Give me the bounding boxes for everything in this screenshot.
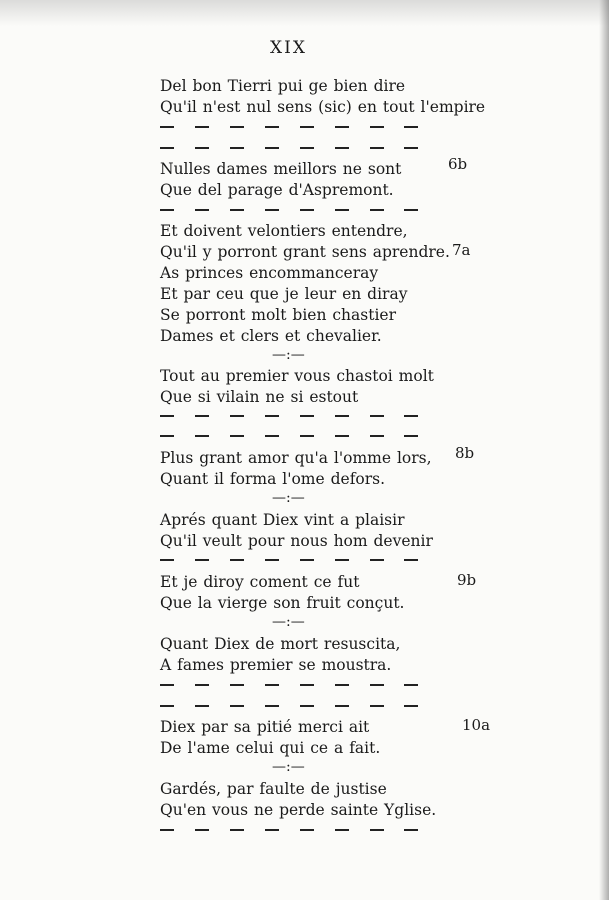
- verse-line: A fames premier se moustra.: [160, 656, 392, 674]
- verse-line: Del bon Tierri pui ge bien dire: [160, 77, 406, 95]
- margin-ref: 10a: [462, 716, 491, 734]
- omission-dashes: [160, 555, 418, 565]
- verse-line: Que la vierge son fruit conçut.: [160, 594, 405, 612]
- verse-line: Qu'en vous ne perde sainte Yglise.: [160, 801, 437, 819]
- verse-line: Gardés, par faulte de justise: [160, 780, 387, 798]
- verse-line: Et par ceu que je leur en diray: [160, 285, 408, 303]
- verse-line: Qu'il n'est nul sens (sic) en tout l'empire: [160, 98, 486, 116]
- verse-line: Plus grant amor qu'a l'omme lors,: [160, 449, 432, 467]
- omission-dashes: [160, 701, 418, 711]
- omission-dashes: [160, 680, 418, 690]
- omission-dashes: [160, 122, 418, 132]
- omission-dashes: [160, 825, 418, 835]
- verse-line: Que si vilain ne si estout: [160, 388, 359, 406]
- verse-line: Nulles dames meillors ne sont: [160, 160, 402, 178]
- verse-line: Diex par sa pitié merci ait: [160, 718, 370, 736]
- margin-ref: 6b: [448, 155, 468, 173]
- verse-line: Dames et clers et chevalier.: [160, 327, 382, 345]
- verse-line: Et je diroy coment ce fut: [160, 573, 360, 591]
- verse-line: Que del parage d'Aspremont.: [160, 181, 394, 199]
- verse-line: Et doivent velontiers entendre,: [160, 222, 408, 240]
- omission-dashes: [160, 143, 418, 153]
- section-separator: —:—: [272, 759, 305, 775]
- omission-dashes: [160, 205, 418, 215]
- omission-dashes: [160, 431, 418, 441]
- section-separator: —:—: [272, 490, 305, 506]
- margin-ref: 9b: [457, 571, 477, 589]
- section-separator: —:—: [272, 347, 305, 363]
- verse-line: Quant il forma l'ome defors.: [160, 470, 386, 488]
- omission-dashes: [160, 411, 418, 421]
- verse-line: Qu'il y porront grant sens aprendre.: [160, 243, 450, 261]
- margin-ref: 8b: [455, 444, 475, 462]
- verse-line: De l'ame celui qui ce a fait.: [160, 739, 381, 757]
- verse-line: Se porront molt bien chastier: [160, 306, 396, 324]
- page-number: XIX: [270, 38, 307, 58]
- verse-line: Qu'il veult pour nous hom devenir: [160, 532, 433, 550]
- verse-line: Tout au premier vous chastoi molt: [160, 367, 434, 385]
- verse-line: Aprés quant Diex vint a plaisir: [160, 511, 405, 529]
- section-separator: —:—: [272, 614, 305, 630]
- margin-ref: 7a: [452, 241, 471, 259]
- verse-line: As princes encommanceray: [160, 264, 379, 282]
- verse-line: Quant Diex de mort resuscita,: [160, 635, 401, 653]
